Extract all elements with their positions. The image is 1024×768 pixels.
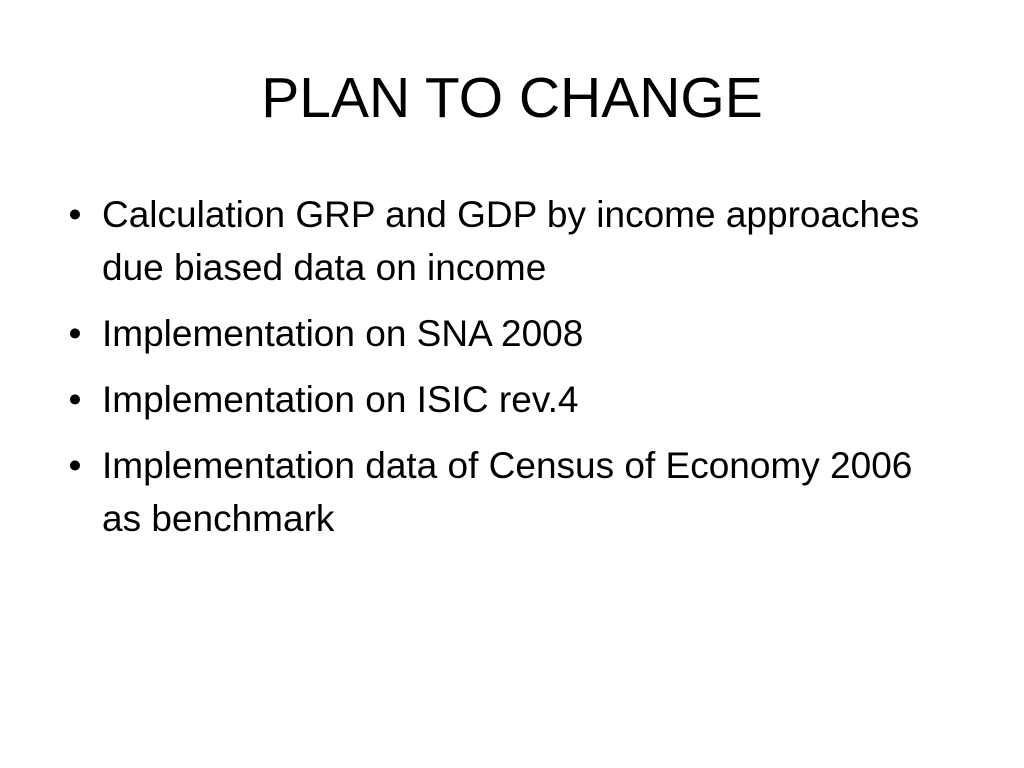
bullet-text: Implementation data of Census of Economy 2006 as benchmark [102,445,913,539]
bullet-icon: • [68,379,82,420]
bullet-item [60,307,960,360]
bullet-text: Calculation GRP and GDP by income approaches due biased data on income [102,194,920,288]
slide-title: PLAN TO CHANGE [261,66,763,130]
bullet-text: Implementation on ISIC rev.4 [102,379,579,420]
bullet-icon: • [68,313,82,354]
bullet-item [60,439,960,545]
bullet-item [60,188,960,294]
bullet-icon: • [68,194,82,235]
bullet-icon: • [68,445,82,486]
bullet-text: Implementation on SNA 2008 [102,313,584,354]
bullet-item [60,373,960,426]
bullet-list [60,188,960,558]
